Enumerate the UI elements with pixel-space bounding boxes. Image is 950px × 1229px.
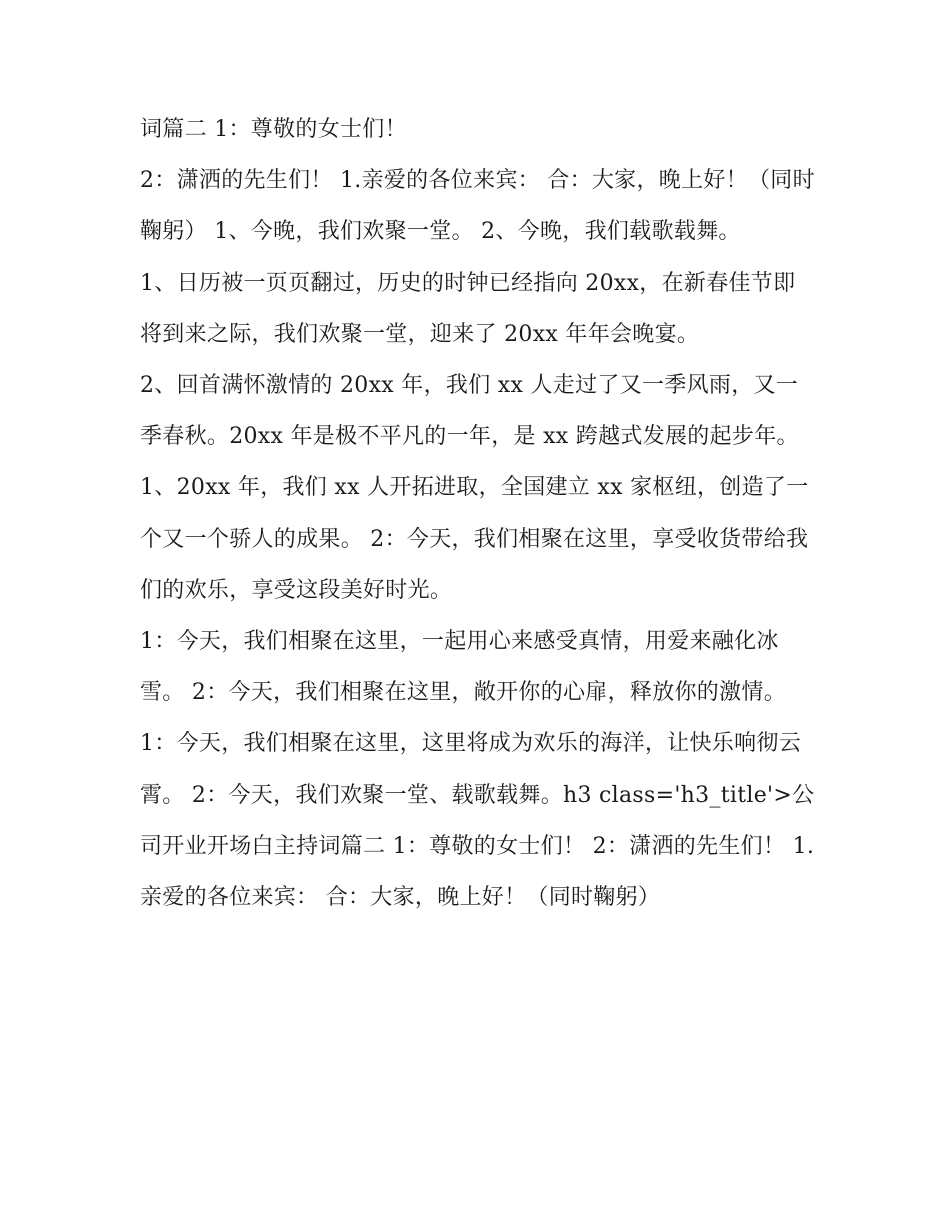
paragraph-6: 1：今天，我们相聚在这里，一起用心来感受真情，用爱来融化冰雪。 2：今天，我们相聚在这里，敞开你的心扉，释放你的激情。 bbox=[140, 629, 786, 706]
document-body bbox=[140, 104, 815, 923]
paragraph-2: 2：潇洒的先生们！ 1.亲爱的各位来宾： 合：大家，晚上好！（同时鞠躬） 1、今晚，我们欢聚一堂。 2、今晚，我们载歌载舞。 bbox=[140, 168, 815, 245]
paragraph-7: 1：今天，我们相聚在这里，这里将成为欢乐的海洋，让快乐响彻云霄。 2：今天，我们欢聚一堂、载歌载舞。h3 class='h3_title'>公司开业开场白主持词篇二 1：尊敬的女士们！ 2：潇洒的先生们！ 1.亲爱的各位来宾： 合：大家，晚上好！（同时鞠躬） bbox=[140, 731, 815, 911]
paragraph-1: 词篇二 1：尊敬的女士们！ bbox=[140, 117, 407, 142]
paragraph-3: 1、日历被一页页翻过，历史的时钟已经指向 20xx，在新春佳节即将到来之际，我们欢聚一堂，迎来了 20xx 年年会晚宴。 bbox=[140, 270, 796, 347]
paragraph-5: 1、20xx 年，我们 xx 人开拓进取，全国建立 xx 家枢纽，创造了一个又一个骄人的成果。 2：今天，我们相聚在这里，享受收货带给我们的欢乐，享受这段美好时光。 bbox=[140, 475, 809, 603]
paragraph-4: 2、回首满怀激情的 20xx 年，我们 xx 人走过了又一季风雨，又一季春秋。20xx 年是极不平凡的一年，是 xx 跨越式发展的起步年。 bbox=[140, 373, 799, 450]
